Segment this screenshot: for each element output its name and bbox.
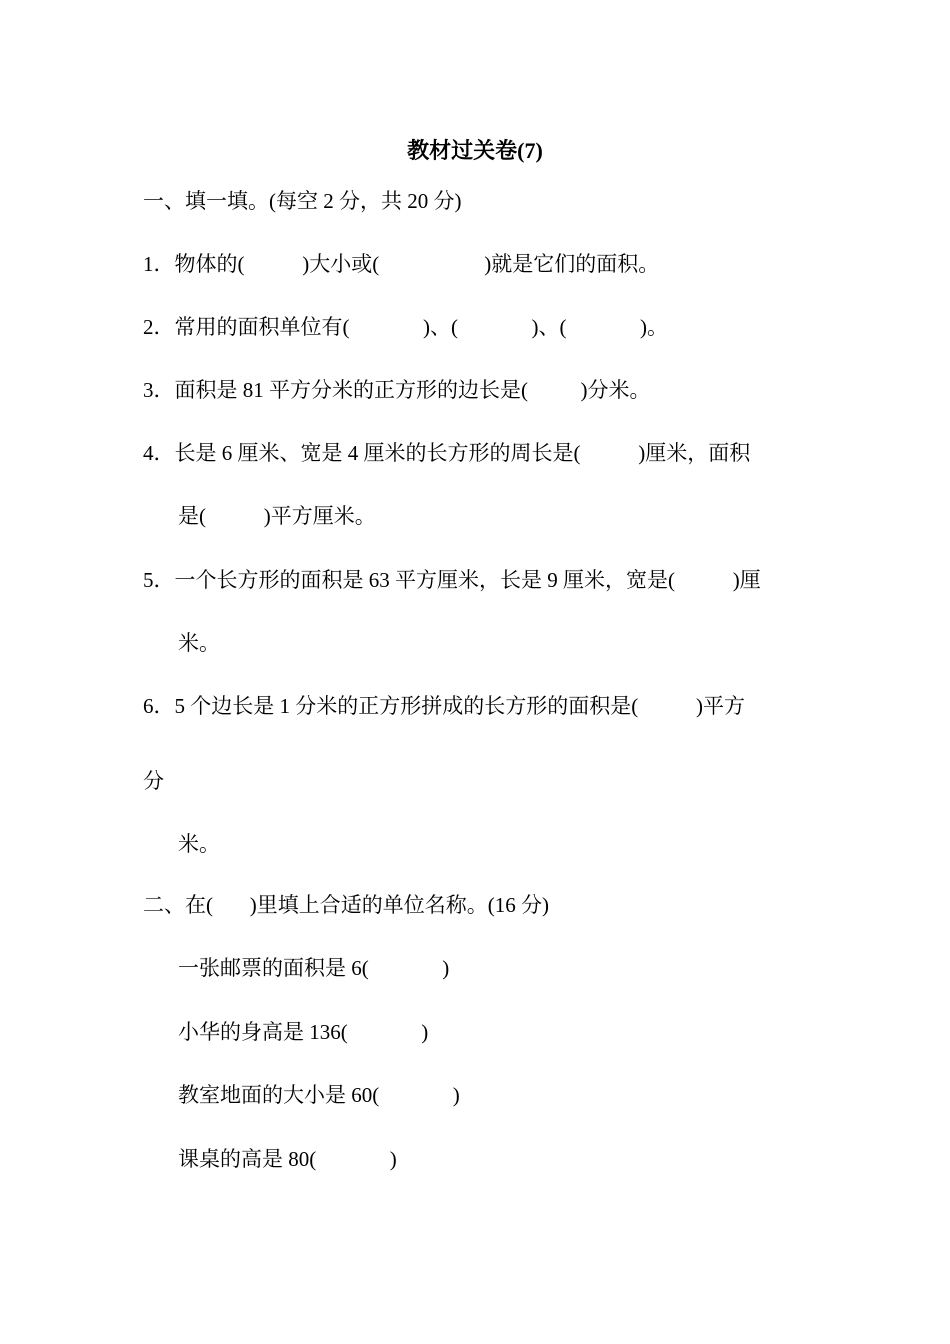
section2-item: 一张邮票的面积是 6( ) [178,956,450,980]
section1-heading: 一、填一填。(每空 2 分，共 20 分) [143,189,462,213]
question-2: 2．常用的面积单位有( )、( )、( )。 [143,315,668,339]
question-4-line2: 是( )平方厘米。 [178,504,376,528]
page-title: 教材过关卷(7) [407,138,543,163]
section2-heading: 二、在( )里填上合适的单位名称。(16 分) [143,893,549,917]
question-3: 3．面积是 81 平方分米的正方形的边长是( )分米。 [143,378,651,402]
question-5-line2: 米。 [178,631,220,655]
section2-item: 课桌的高是 80( ) [178,1147,397,1171]
question-6-line3: 米。 [178,832,220,856]
question-6-line2: 分 [143,769,164,793]
section2-item: 小华的身高是 136( ) [178,1020,429,1044]
question-1: 1．物体的( )大小或( )就是它们的面积。 [143,252,660,276]
question-6-line1: 6．5 个边长是 1 分米的正方形拼成的长方形的面积是( )平方 [143,694,745,718]
section2-item: 教室地面的大小是 60( ) [178,1083,460,1107]
question-4-line1: 4．长是 6 厘米、宽是 4 厘米的长方形的周长是( )厘米，面积 [143,441,751,465]
question-5-line1: 5．一个长方形的面积是 63 平方厘米，长是 9 厘米，宽是( )厘 [143,568,761,592]
